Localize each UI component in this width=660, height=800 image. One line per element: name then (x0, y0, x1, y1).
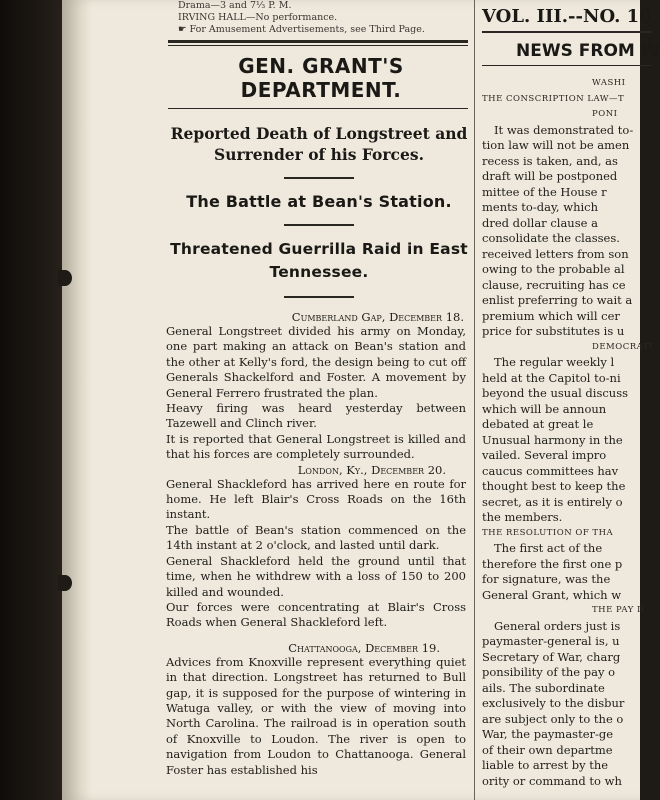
heavy-rule (168, 40, 468, 43)
article-line: ponsibility of the pay o (482, 665, 616, 679)
article-line: It was demonstrated to- (494, 122, 634, 137)
article-line: draft will be postponed (482, 169, 618, 183)
article-line: tion law will not be amen (482, 138, 630, 152)
amusement-notices (178, 0, 470, 36)
article-line: ority or command to wh (482, 773, 622, 788)
article-paragraph: Heavy firing was heard yesterday between Tazewell and Clinch river. (166, 401, 466, 431)
article-line: thought best to keep the (482, 479, 626, 493)
thin-rule (168, 45, 468, 46)
article-line: premium which will cer (482, 308, 620, 323)
binding-spine (0, 0, 70, 800)
article-paragraph: Advices from Knoxville represent everything quiet in that direction. Longstreet has returned to Bull gap, it is supposed for the purpose of wintering in Watuga valley, or with the view of moving into North Carolina. The railroad is in operation south of Knoxville to Loudon. The river is open to navigation from Loudon to Chattanooga. General Foster has established his (166, 654, 466, 777)
article-line: which will be announ (482, 401, 607, 416)
article-line: dred dollar clause a (482, 215, 598, 230)
article-line: are subject only to the o (482, 711, 624, 726)
article-line: owing to the probable al (482, 262, 625, 276)
headline: The Battle at Bean's Station. (186, 192, 452, 211)
article-line: beyond the usual discuss (482, 386, 628, 400)
article-paragraph: Our forces were concentrating at Blair's Cross Roads when General Shackleford left. (166, 599, 466, 630)
section-rule (284, 224, 354, 226)
headline: Reported Death of Longstreet and Surrender of his Forces. (170, 124, 468, 164)
article-paragraph: General Shackleford held the ground until that time, when he withdrew with a loss of 150 to 200 killed and wounded. (166, 553, 466, 599)
subheading-line: PONI (592, 109, 618, 119)
article-line: consolidate the classes. (482, 231, 620, 245)
page-binding-edge (62, 0, 92, 800)
notice-line: Drama—3 and 7⅓ P. M. (178, 0, 292, 11)
subheading-line: THE PAY D (592, 605, 645, 615)
article-paragraph: It is reported that General Longstreet is killed and that his forces are completely surrounded. (166, 431, 466, 462)
article-line: vailed. Several impro (482, 448, 607, 462)
article-paragraph: General Shackleford has arrived here en route for home. He left Blair's Cross Roads on the 16th instant. (166, 476, 466, 522)
article-line: secret, as it is entirely o (482, 494, 623, 509)
department-title: GEN. GRANT'S DEPARTMENT. (238, 54, 404, 102)
article-line: exclusively to the disbur (482, 696, 625, 710)
article-line: received letters from son (482, 246, 629, 261)
masthead-volume: VOL. III.--NO. 10 (482, 6, 652, 27)
article-line: Secretary of War, charg (482, 649, 621, 664)
left-column (158, 0, 470, 778)
article-line: the members. (482, 510, 563, 524)
article-line: debated at great le (482, 417, 594, 431)
article-line: Unusual harmony in the (482, 432, 623, 447)
section-rule (284, 296, 354, 298)
article-line: for signature, was the (482, 572, 611, 586)
subheading-line: WASHI (592, 78, 626, 88)
article-line: enlist preferring to wait a (482, 293, 633, 307)
thin-rule (482, 65, 652, 66)
article-line: General Grant, which w (482, 587, 622, 602)
article-paragraph: The battle of Bean's station commenced on the 14th instant at 2 o'clock, and lasted until dark. (166, 522, 466, 553)
article-line: price for substitutes is u (482, 324, 625, 338)
article-paragraph: General Longstreet divided his army on Monday, one part making an attack on Bean's station and the other at Kelly's ford, the design being to cut off Generals Shackelford and Foster. A movement by General Ferrero frustrated the plan. (166, 324, 466, 400)
article-line: caucus committees hav (482, 463, 619, 478)
article-line: paymaster-general is, u (482, 634, 620, 648)
article-line: mittee of the House r (482, 184, 607, 199)
headline: Threatened Guerrilla Raid in East Tennessee. (170, 240, 468, 281)
article-line: clause, recruiting has ce (482, 277, 626, 292)
page-tear (58, 575, 72, 591)
article-line: The first act of the (494, 541, 603, 555)
article-line: War, the paymaster-ge (482, 727, 614, 741)
subheading-line: THE CONSCRIPTION LAW—T (482, 93, 625, 104)
subheading-line: THE RESOLUTION OF THA (482, 527, 614, 538)
article-line: ails. The subordinate (482, 680, 605, 695)
section-rule (284, 177, 354, 179)
article-line: recess is taken, and, as (482, 153, 618, 168)
article-lines (482, 76, 652, 789)
right-column (482, 0, 660, 789)
article-line: held at the Capitol to-ni (482, 370, 621, 385)
article-line: of their own departme (482, 742, 613, 757)
article-line: therefore the first one p (482, 556, 623, 571)
article-line: liable to arrest by the (482, 758, 609, 772)
notice-line: IRVING HALL—No performance. (178, 12, 338, 23)
dateline: Chattanooga, December 19. (288, 640, 440, 655)
article-line: The regular weekly l (494, 355, 615, 369)
dateline: Cumberland Gap, December 18. (291, 310, 464, 324)
notice-line: ☛ For Amusement Advertisements, see Third Page. (178, 24, 425, 35)
heavy-rule (482, 31, 652, 33)
page-tear (58, 270, 72, 286)
column-divider (474, 0, 475, 800)
subheading-line: DEMOCRATI (592, 341, 653, 352)
section-title: NEWS FROM W (516, 41, 660, 61)
article-line: ments to-day, which (482, 200, 598, 214)
dateline: London, Ky., December 20. (297, 462, 446, 477)
article-line: General orders just is (494, 618, 621, 633)
